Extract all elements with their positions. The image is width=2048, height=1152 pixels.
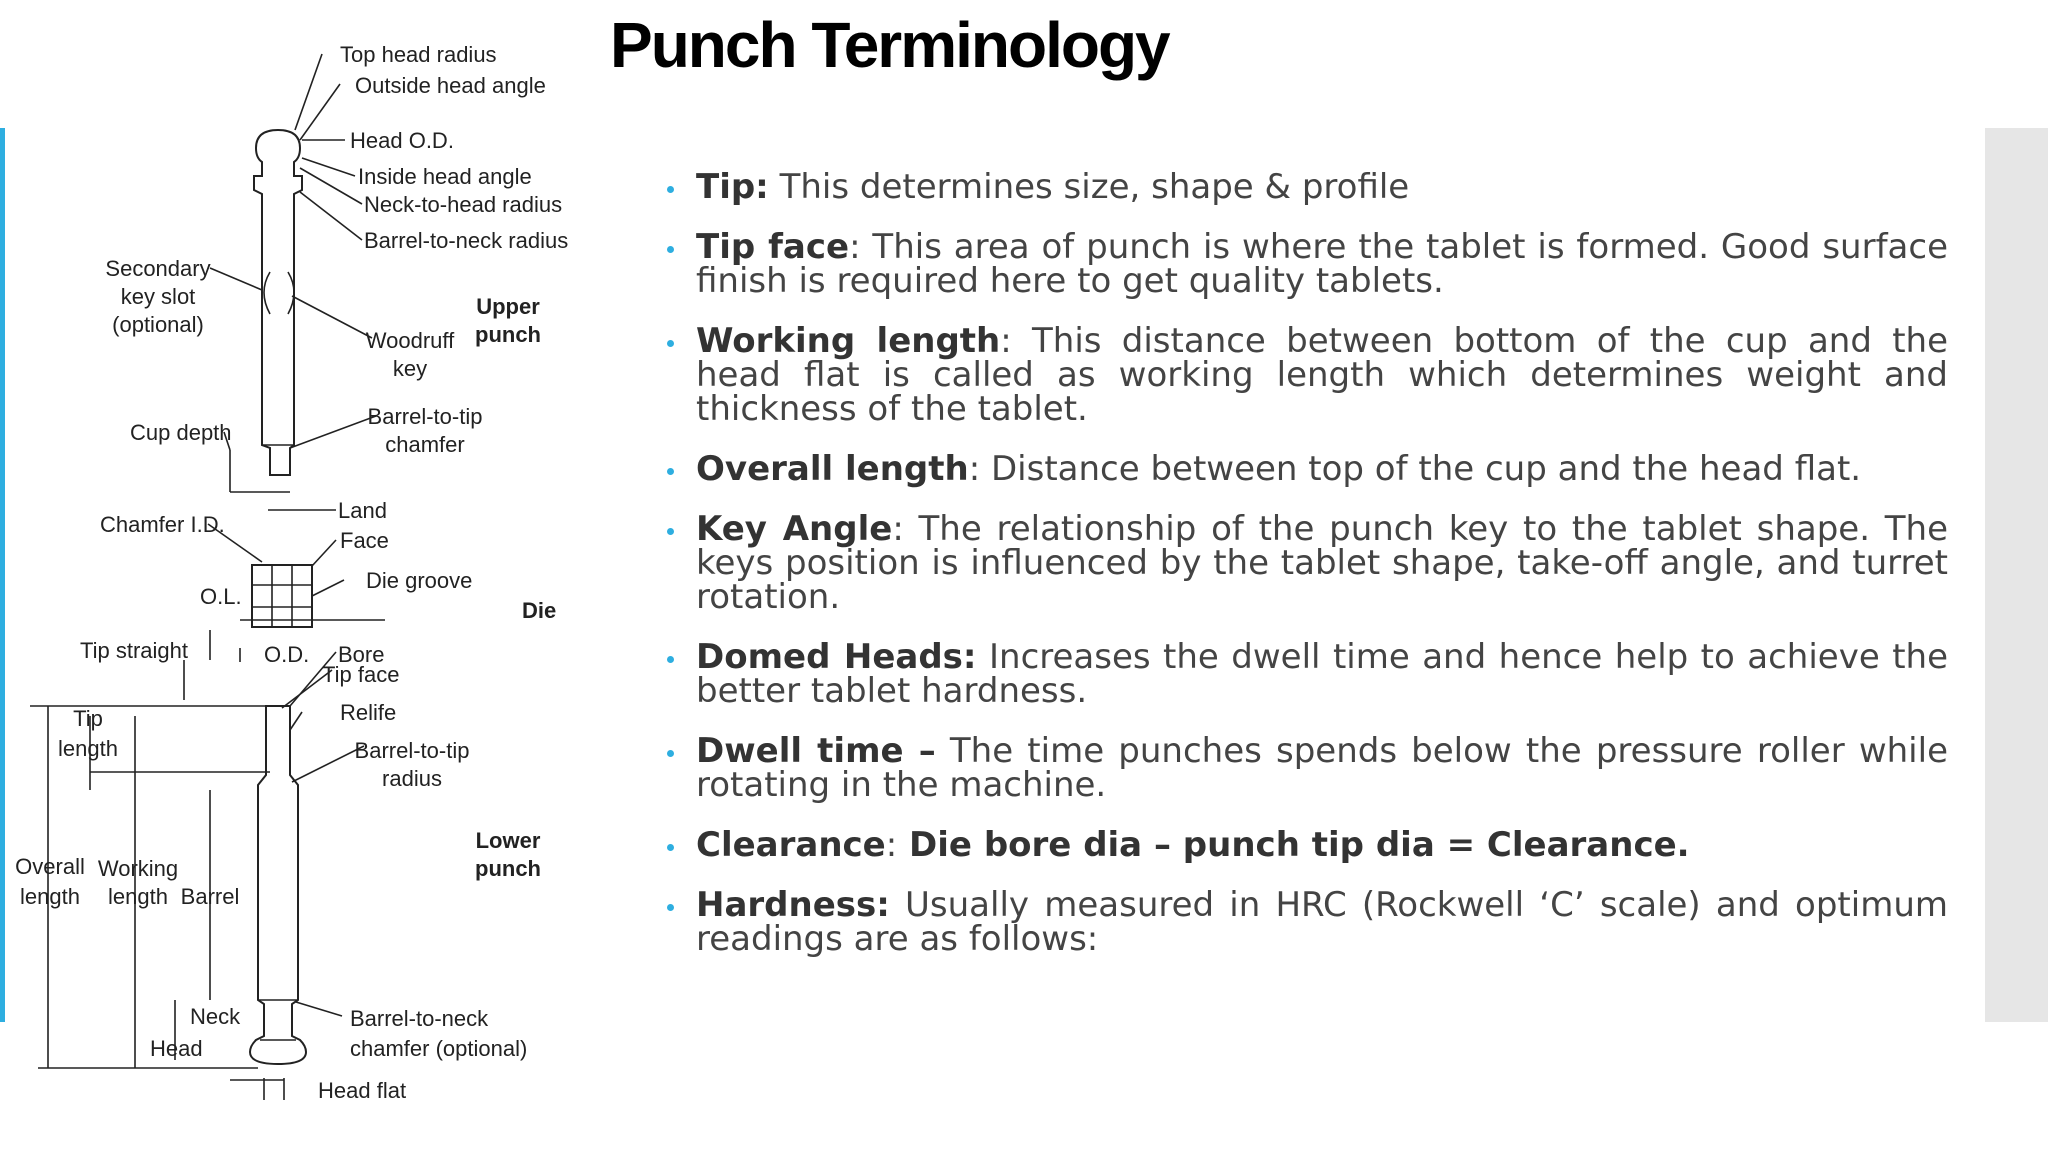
label-barrel-to-neck-chamfer: Barrel-to-neck [350,1006,489,1031]
label-secondary-key-slot: (optional) [112,312,204,337]
label-barrel-to-tip-radius: Barrel-to-tip [354,738,470,763]
label-barrel-to-tip-radius: radius [382,766,442,791]
label-upper-punch: punch [475,322,541,347]
label-bore: Bore [338,642,385,667]
label-barrel: Barrel [180,884,240,909]
label-tip-length: Tip [73,706,103,731]
label-top-head-radius: Top head radius [340,42,497,67]
bullet-key-angle: Key Angle: The relationship of the punch key to the tablet shape. The keys position is influenced by the tablet shape, take-off angle, and turret rotation. [664,512,1948,614]
bullet-hardness: Hardness: Usually measured in HRC (Rockwell ‘C’ scale) and optimum readings are as follows: [664,888,1948,956]
dimension-lines [30,450,300,1100]
label-ol: O.L. [200,584,242,609]
label-face: Face [340,528,389,553]
label-lower-punch: punch [475,856,541,881]
label-inside-head-angle: Inside head angle [358,164,532,189]
punch-diagram [0,0,600,1152]
label-head-flat: Head flat [318,1078,407,1103]
bullet-working-length: Working length: This distance between bottom of the cup and the head flat is called as working length which determines weight and thickness of the tablet. [664,324,1948,426]
label-secondary-key-slot: Secondary [105,256,211,281]
upper-punch-drawing [254,130,302,475]
label-lower-punch: Lower [475,828,541,853]
label-upper-punch: Upper [476,294,540,319]
label-od: O.D. [264,642,310,667]
label-woodruff-key: Woodruff [365,328,455,353]
label-neck-to-head-radius: Neck-to-head radius [364,192,563,217]
label-die-groove: Die groove [366,568,473,593]
label-chamfer-id: Chamfer I.D. [100,512,225,537]
label-overall-length: Overall [15,854,85,879]
label-outside-head-angle: Outside head angle [355,73,546,98]
lower-punch-drawing [250,706,306,1064]
label-barrel-to-neck-radius: Barrel-to-neck radius [364,228,569,253]
label-barrel-to-tip-chamfer: chamfer [385,432,465,457]
label-tip-length: length [58,736,118,761]
bullet-tip-face: Tip face: This area of punch is where the tablet is formed. Good surface finish is required here to get quality tablets. [664,230,1948,298]
label-secondary-key-slot: key slot [120,284,196,309]
label-barrel-to-neck-chamfer: chamfer (optional) [350,1036,528,1061]
label-barrel-to-tip-chamfer: Barrel-to-tip [367,404,483,429]
label-head-od: Head O.D. [350,128,454,153]
bullet-domed-heads: Domed Heads: Increases the dwell time and hence help to achieve the better tablet hardness. [664,640,1948,708]
label-die: Die [522,598,557,623]
bullet-clearance: Clearance: Die bore dia – punch tip dia = Clearance. [664,828,1948,862]
label-relife: Relife [340,700,397,725]
label-head: Head [150,1036,203,1061]
bullet-overall-length: Overall length: Distance between top of the cup and the head flat. [664,452,1948,486]
label-tip-straight: Tip straight [80,638,189,663]
bullet-dwell-time: Dwell time – The time punches spends below the pressure roller while rotating in the machine. [664,734,1948,802]
label-woodruff-key: key [392,356,428,381]
label-cup-depth: Cup depth [130,420,232,445]
label-tip-face: Tip face [322,662,400,687]
label-working-length: Working [97,856,179,881]
label-land: Land [338,498,387,523]
label-overall-length: length [20,884,80,909]
label-neck: Neck [190,1004,241,1029]
terminology-list [664,167,1949,982]
right-side-panel [1985,128,2048,1022]
bullet-tip: Tip: This determines size, shape & profile [664,170,1948,204]
page-title: Punch Terminology [610,9,1169,81]
label-working-length: length [108,884,168,909]
